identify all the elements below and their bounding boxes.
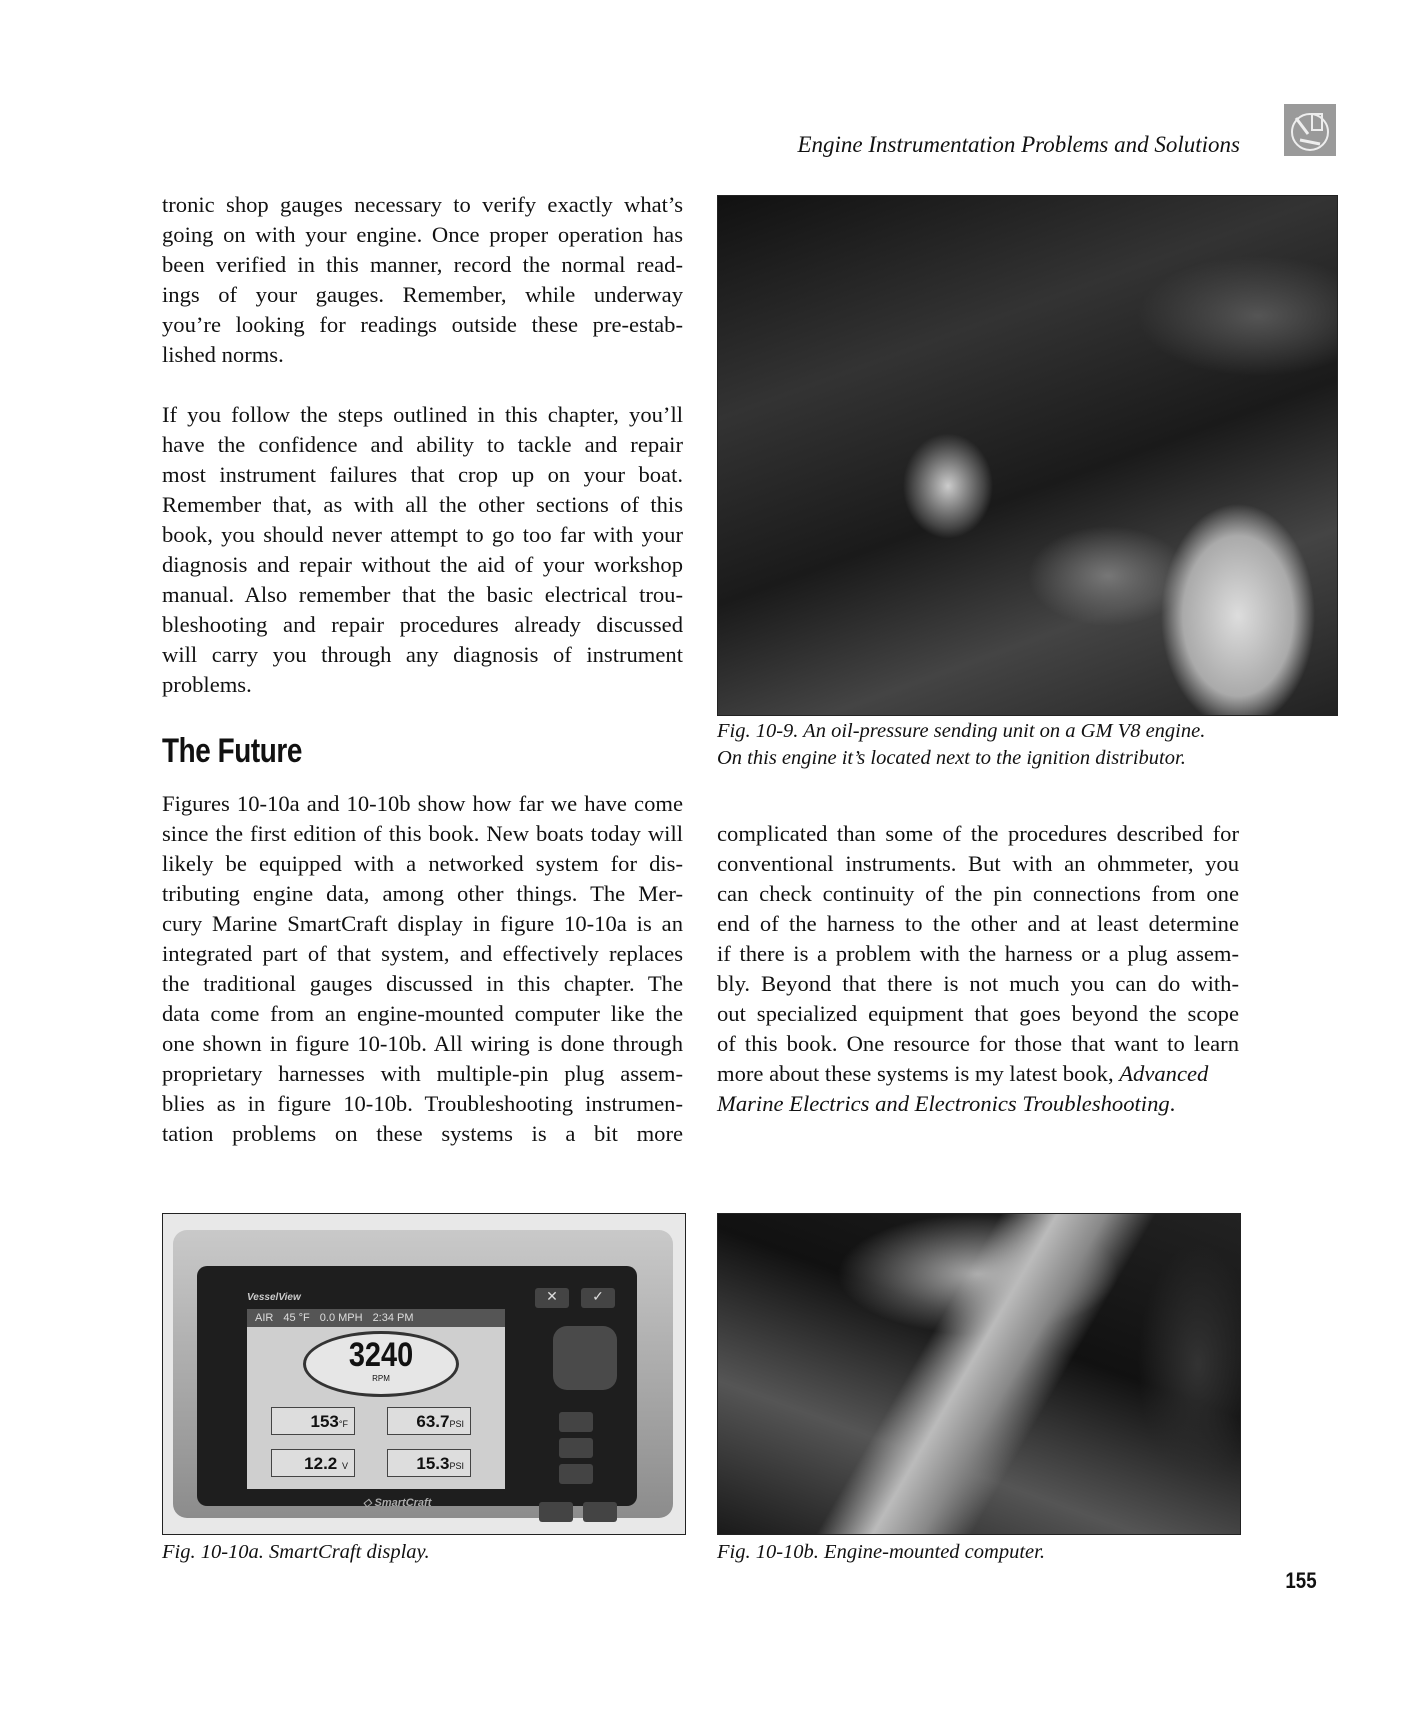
psi2-unit: PSI: [449, 1461, 464, 1471]
fan-button-icon: [559, 1412, 593, 1432]
text-line: tation problems on these systems is a bit more: [162, 1121, 683, 1146]
caption-line: Fig. 10-9. An oil-pressure sending unit on a GM V8 engine.: [717, 720, 1206, 742]
text-line: most instrument failures that crop up on your boat.: [162, 462, 683, 487]
left-para-1: [162, 190, 683, 370]
text-line: problems.: [162, 672, 252, 697]
fig-10-10b-caption: Fig. 10-10b. Engine-mounted computer.: [717, 1541, 1045, 1563]
text-line: Figures 10-10a and 10-10b show how far we have come: [162, 791, 683, 816]
section-heading: The Future: [162, 732, 302, 770]
menu-button-icon: [583, 1502, 617, 1522]
text-line: if there is a problem with the harness or a plug assem-: [717, 941, 1239, 966]
text-line: Remember that, as with all the other sections of this: [162, 492, 683, 517]
right-para: [717, 819, 1239, 1119]
text-line: lished norms.: [162, 342, 284, 367]
air-label: AIR: [255, 1312, 274, 1324]
fig-10-10b-photo-engine-computer: [717, 1213, 1241, 1535]
display-screen: [247, 1309, 505, 1489]
text-line: cury Marine SmartCraft display in figure 10-10a is an: [162, 911, 683, 936]
trim-button-icon: [559, 1464, 593, 1484]
text-line: going on with your engine. Once proper operation has: [162, 222, 683, 247]
volts-value: 12.2: [304, 1454, 338, 1473]
volts-unit: V: [341, 1461, 348, 1471]
oil-pressure-gauge: [387, 1407, 471, 1435]
status-bar: [247, 1309, 505, 1327]
text-line: bly. Beyond that there is not much you can do with-: [717, 971, 1239, 996]
text-line: book, you should never attempt to go too far with your: [162, 522, 683, 547]
text-line: you’re looking for readings outside these pre-estab-: [162, 312, 683, 337]
right-para-lines: [717, 819, 1239, 1089]
temp-gauge: [271, 1407, 355, 1435]
fig-10-9-photo-oil-pressure-sender: [717, 195, 1338, 716]
text-line: the traditional gauges discussed in this chapter. The: [162, 971, 683, 996]
text-line: been verified in this manner, record the normal read-: [162, 252, 683, 277]
brightness-button-icon: [539, 1502, 573, 1522]
psi2-value: 15.3: [416, 1454, 450, 1473]
caption-line: On this engine it’s located next to the ignition distributor.: [717, 747, 1186, 769]
text-line: likely be equipped with a networked system for dis-: [162, 851, 683, 876]
voltage-gauge: [271, 1449, 355, 1477]
fig-10-9-caption: [717, 718, 1257, 772]
text-line: will carry you through any diagnosis of instrument: [162, 642, 683, 667]
text-line: since the first edition of this book. New boats today will: [162, 821, 683, 846]
text-line: diagnosis and repair without the aid of your workshop: [162, 552, 683, 577]
text-line: have the confidence and ability to tackle and repair: [162, 432, 683, 457]
left-para-2: [162, 400, 683, 700]
speed: 0.0 MPH: [319, 1312, 363, 1324]
page-number: 155: [1285, 1568, 1317, 1593]
text-line: blies as in figure 10-10b. Troubleshooting instrumen-: [162, 1091, 683, 1116]
text-line: [717, 1059, 1239, 1089]
text-line: manual. Also remember that the basic electrical trou-: [162, 582, 683, 607]
text-line: data come from an engine-mounted computer like the: [162, 1001, 683, 1026]
temp-value: 153: [310, 1412, 339, 1431]
text-line: one shown in figure 10-10b. All wiring is done through: [162, 1031, 683, 1056]
right-para-last-line: [717, 1089, 1239, 1119]
time: 2:34 PM: [372, 1312, 414, 1324]
text-line: tronic shop gauges necessary to verify exactly what’s: [162, 192, 683, 217]
running-head: Engine Instrumentation Problems and Solutions: [797, 132, 1240, 157]
water-pressure-gauge: [387, 1449, 471, 1477]
fig-10-10a-photo-smartcraft-display: [162, 1213, 686, 1535]
rpm-value: 3240: [348, 1336, 414, 1374]
text-line: If you follow the steps outlined in this chapter, you’ll: [162, 402, 683, 427]
boat-button-icon: [559, 1438, 593, 1458]
cancel-button: ✕: [535, 1288, 569, 1308]
period: .: [1169, 1091, 1176, 1116]
text-line-part: more about these systems is my latest book,: [717, 1061, 1120, 1086]
smartcraft-logo: ◇ SmartCraft: [363, 1497, 432, 1509]
text-line: proprietary harnesses with multiple-pin plug assem-: [162, 1061, 683, 1086]
text-line: end of the harness to the other and at least determine: [717, 911, 1239, 936]
oil-unit: PSI: [449, 1419, 464, 1429]
vesselview-label: VesselView: [247, 1292, 301, 1303]
text-line: bleshooting and repair procedures already discussed: [162, 612, 683, 637]
dpad-icon: [553, 1326, 617, 1390]
text-line: can check continuity of the pin connections from one: [717, 881, 1239, 906]
text-line: complicated than some of the procedures described for: [717, 821, 1239, 846]
text-line: tributing engine data, among other things. The Mer-: [162, 881, 683, 906]
temp-unit: °F: [338, 1419, 348, 1429]
text-line: ings of your gauges. Remember, while underway: [162, 282, 683, 307]
text-line: conventional instruments. But with an ohmmeter, you: [717, 851, 1239, 876]
chapter-icon: [1284, 104, 1336, 156]
book-title: Marine Electrics and Electronics Troubleshooting: [717, 1091, 1170, 1116]
air-temp: 45 °F: [283, 1312, 310, 1324]
ok-button: ✓: [581, 1288, 615, 1308]
oil-value: 63.7: [416, 1412, 450, 1431]
rpm-gauge: [303, 1331, 459, 1397]
text-line: of this book. One resource for those that want to learn: [717, 1031, 1239, 1056]
text-line: integrated part of that system, and effectively replaces: [162, 941, 683, 966]
rpm-label: RPM: [372, 1374, 390, 1383]
left-para-3: [162, 789, 683, 1149]
text-line: out specialized equipment that goes beyond the scope: [717, 1001, 1239, 1026]
book-title: Advanced: [1119, 1061, 1209, 1086]
fig-10-10a-caption: Fig. 10-10a. SmartCraft display.: [162, 1541, 430, 1563]
